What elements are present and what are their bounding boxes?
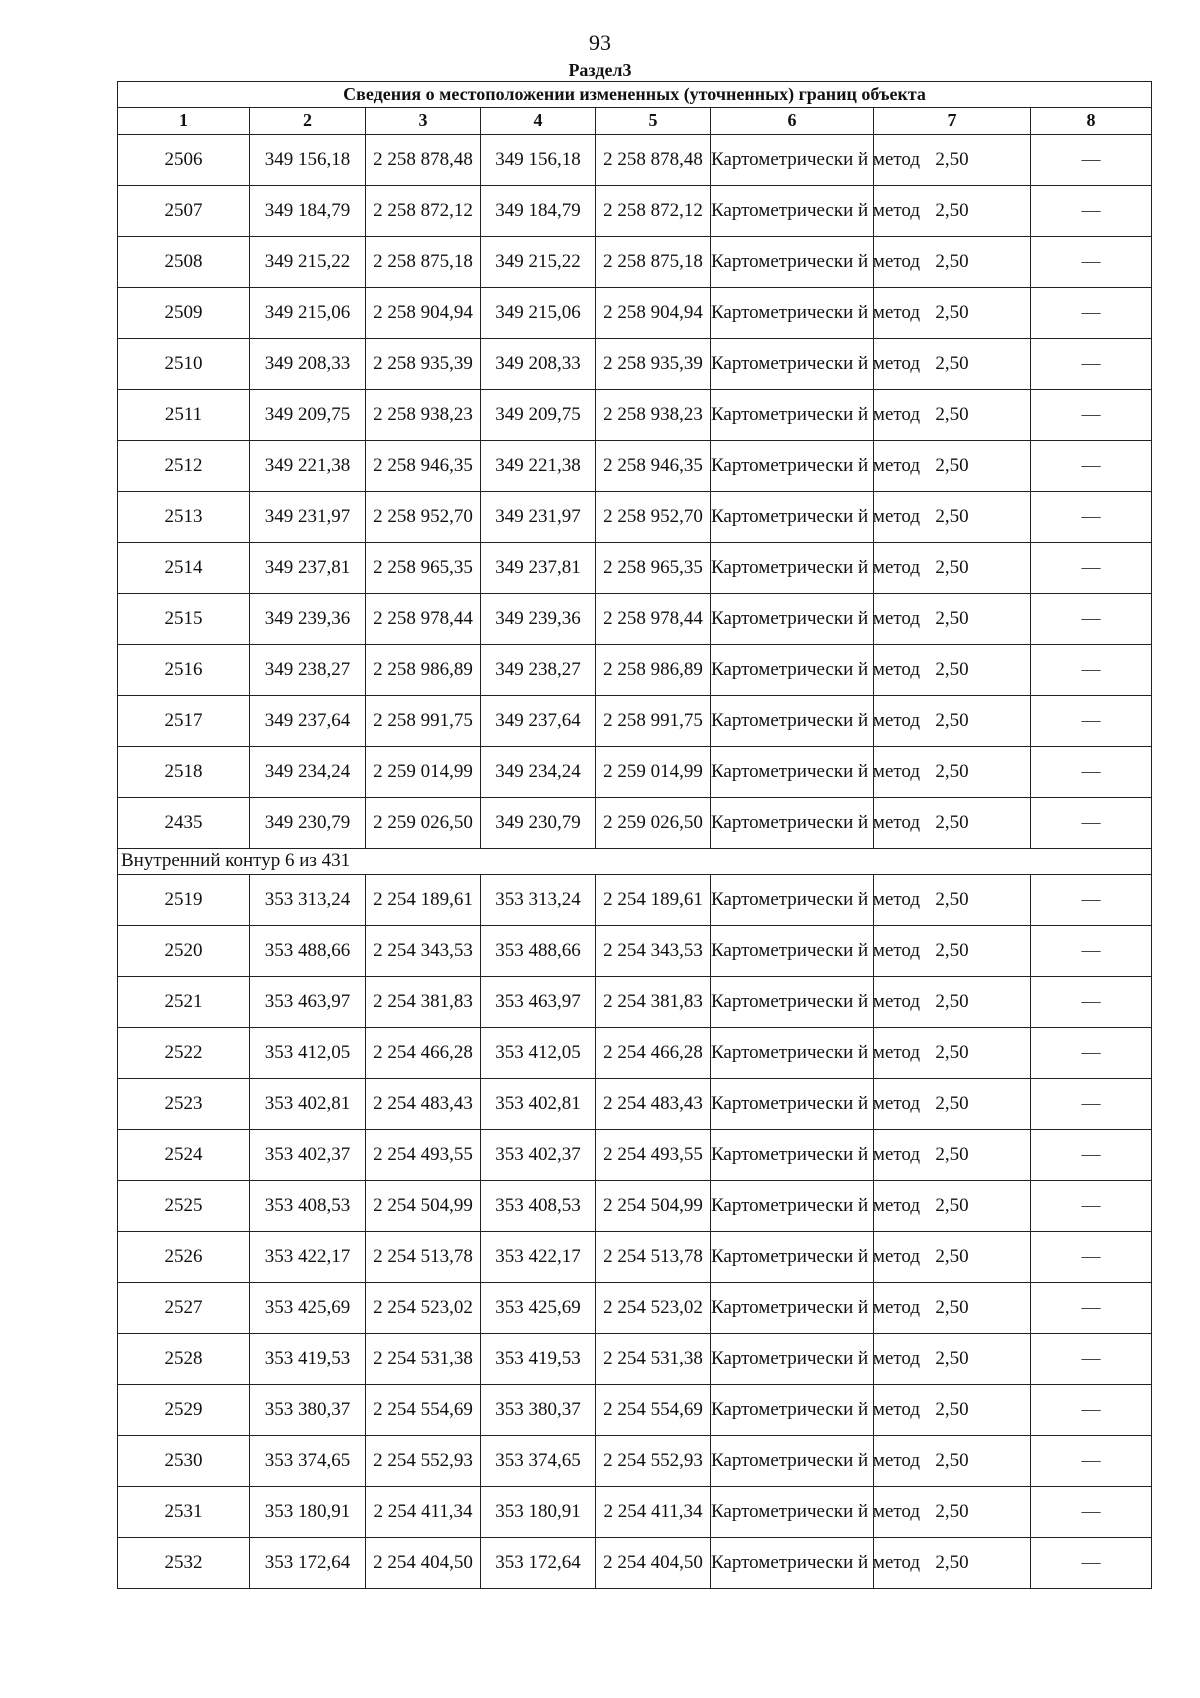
method-cell: Картометрически й метод	[711, 543, 874, 594]
accuracy-cell: 2,50	[874, 645, 1031, 696]
x-old-cell: 353 408,53	[250, 1181, 366, 1232]
x-new-cell: 353 374,65	[481, 1436, 596, 1487]
table-row	[118, 1079, 1152, 1130]
y-new-cell: 2 258 935,39	[596, 339, 711, 390]
y-new-cell: 2 254 523,02	[596, 1283, 711, 1334]
table-row	[118, 390, 1152, 441]
table-row	[118, 288, 1152, 339]
description-cell: —	[1031, 645, 1152, 696]
x-old-cell: 353 374,65	[250, 1436, 366, 1487]
y-old-cell: 2 254 552,93	[366, 1436, 481, 1487]
x-old-cell: 349 237,64	[250, 696, 366, 747]
x-new-cell: 349 239,36	[481, 594, 596, 645]
y-new-cell: 2 258 875,18	[596, 237, 711, 288]
table-row	[118, 926, 1152, 977]
table-row	[118, 1334, 1152, 1385]
x-new-cell: 349 231,97	[481, 492, 596, 543]
y-new-cell: 2 254 552,93	[596, 1436, 711, 1487]
y-new-cell: 2 258 965,35	[596, 543, 711, 594]
point-number-cell: 2522	[118, 1028, 250, 1079]
accuracy-cell: 2,50	[874, 1181, 1031, 1232]
description-cell: —	[1031, 1232, 1152, 1283]
x-old-cell: 353 313,24	[250, 875, 366, 926]
table-row	[118, 1130, 1152, 1181]
accuracy-cell: 2,50	[874, 875, 1031, 926]
point-number-cell: 2524	[118, 1130, 250, 1181]
section-title: Раздел3	[568, 60, 632, 80]
y-new-cell: 2 258 872,12	[596, 186, 711, 237]
method-cell: Картометрически й метод	[711, 288, 874, 339]
accuracy-cell: 2,50	[874, 977, 1031, 1028]
y-new-cell: 2 254 343,53	[596, 926, 711, 977]
table-row	[118, 1436, 1152, 1487]
x-new-cell: 353 402,81	[481, 1079, 596, 1130]
accuracy-cell: 2,50	[874, 1436, 1031, 1487]
x-old-cell: 349 184,79	[250, 186, 366, 237]
contour-header-row	[118, 849, 1152, 875]
y-new-cell: 2 254 554,69	[596, 1385, 711, 1436]
y-old-cell: 2 258 872,12	[366, 186, 481, 237]
method-cell: Картометрически й метод	[711, 1130, 874, 1181]
x-new-cell: 353 408,53	[481, 1181, 596, 1232]
table-row	[118, 1181, 1152, 1232]
x-old-cell: 353 380,37	[250, 1385, 366, 1436]
x-old-cell: 353 422,17	[250, 1232, 366, 1283]
point-number-cell: 2518	[118, 747, 250, 798]
y-old-cell: 2 258 878,48	[366, 135, 481, 186]
table-row	[118, 492, 1152, 543]
point-number-cell: 2532	[118, 1538, 250, 1589]
table-row	[118, 875, 1152, 926]
table-row	[118, 135, 1152, 186]
point-number-cell: 2521	[118, 977, 250, 1028]
y-new-cell: 2 254 504,99	[596, 1181, 711, 1232]
y-new-cell: 2 254 466,28	[596, 1028, 711, 1079]
accuracy-cell: 2,50	[874, 696, 1031, 747]
y-old-cell: 2 259 014,99	[366, 747, 481, 798]
y-old-cell: 2 258 935,39	[366, 339, 481, 390]
table-row	[118, 594, 1152, 645]
x-new-cell: 353 425,69	[481, 1283, 596, 1334]
point-number-cell: 2517	[118, 696, 250, 747]
accuracy-cell: 2,50	[874, 543, 1031, 594]
y-new-cell: 2 258 946,35	[596, 441, 711, 492]
accuracy-cell: 2,50	[874, 237, 1031, 288]
accuracy-cell: 2,50	[874, 1232, 1031, 1283]
x-old-cell: 349 230,79	[250, 798, 366, 849]
table-row	[118, 1487, 1152, 1538]
y-new-cell: 2 258 991,75	[596, 696, 711, 747]
point-number-cell: 2508	[118, 237, 250, 288]
y-old-cell: 2 254 404,50	[366, 1538, 481, 1589]
table-row	[118, 798, 1152, 849]
description-cell: —	[1031, 1334, 1152, 1385]
point-number-cell: 2435	[118, 798, 250, 849]
method-cell: Картометрически й метод	[711, 645, 874, 696]
description-cell: —	[1031, 135, 1152, 186]
y-new-cell: 2 259 026,50	[596, 798, 711, 849]
accuracy-cell: 2,50	[874, 1334, 1031, 1385]
method-cell: Картометрически й метод	[711, 1487, 874, 1538]
point-number-cell: 2530	[118, 1436, 250, 1487]
y-new-cell: 2 258 986,89	[596, 645, 711, 696]
table-row	[118, 543, 1152, 594]
method-cell: Картометрически й метод	[711, 798, 874, 849]
table-row	[118, 1385, 1152, 1436]
page-number: 93	[589, 30, 611, 55]
description-cell: —	[1031, 543, 1152, 594]
description-cell: —	[1031, 696, 1152, 747]
y-old-cell: 2 254 483,43	[366, 1079, 481, 1130]
description-cell: —	[1031, 1079, 1152, 1130]
x-new-cell: 353 412,05	[481, 1028, 596, 1079]
method-cell: Картометрически й метод	[711, 186, 874, 237]
x-old-cell: 353 402,37	[250, 1130, 366, 1181]
column-number-row	[118, 108, 1152, 135]
description-cell: —	[1031, 186, 1152, 237]
y-new-cell: 2 254 404,50	[596, 1538, 711, 1589]
description-cell: —	[1031, 492, 1152, 543]
y-new-cell: 2 258 878,48	[596, 135, 711, 186]
x-old-cell: 353 180,91	[250, 1487, 366, 1538]
y-new-cell: 2 254 531,38	[596, 1334, 711, 1385]
x-new-cell: 349 209,75	[481, 390, 596, 441]
point-number-cell: 2528	[118, 1334, 250, 1385]
y-new-cell: 2 254 381,83	[596, 977, 711, 1028]
table-row	[118, 747, 1152, 798]
point-number-cell: 2510	[118, 339, 250, 390]
accuracy-cell: 2,50	[874, 186, 1031, 237]
table-row	[118, 1283, 1152, 1334]
y-old-cell: 2 258 938,23	[366, 390, 481, 441]
description-cell: —	[1031, 1130, 1152, 1181]
point-number-cell: 2529	[118, 1385, 250, 1436]
y-new-cell: 2 254 513,78	[596, 1232, 711, 1283]
x-old-cell: 349 208,33	[250, 339, 366, 390]
y-new-cell: 2 254 493,55	[596, 1130, 711, 1181]
accuracy-cell: 2,50	[874, 1283, 1031, 1334]
table-caption-row	[118, 82, 1152, 108]
description-cell: —	[1031, 798, 1152, 849]
accuracy-cell: 2,50	[874, 926, 1031, 977]
y-new-cell: 2 259 014,99	[596, 747, 711, 798]
method-cell: Картометрически й метод	[711, 594, 874, 645]
y-old-cell: 2 254 493,55	[366, 1130, 481, 1181]
y-old-cell: 2 254 343,53	[366, 926, 481, 977]
point-number-cell: 2525	[118, 1181, 250, 1232]
y-old-cell: 2 258 991,75	[366, 696, 481, 747]
y-new-cell: 2 258 938,23	[596, 390, 711, 441]
x-new-cell: 353 488,66	[481, 926, 596, 977]
accuracy-cell: 2,50	[874, 492, 1031, 543]
y-old-cell: 2 254 381,83	[366, 977, 481, 1028]
description-cell: —	[1031, 288, 1152, 339]
y-old-cell: 2 258 946,35	[366, 441, 481, 492]
y-new-cell: 2 258 904,94	[596, 288, 711, 339]
description-cell: —	[1031, 1538, 1152, 1589]
point-number-cell: 2527	[118, 1283, 250, 1334]
table-row	[118, 186, 1152, 237]
method-cell: Картометрически й метод	[711, 1079, 874, 1130]
accuracy-cell: 2,50	[874, 594, 1031, 645]
point-number-cell: 2519	[118, 875, 250, 926]
column-number: 3	[366, 108, 481, 135]
description-cell: —	[1031, 875, 1152, 926]
accuracy-cell: 2,50	[874, 1385, 1031, 1436]
method-cell: Картометрически й метод	[711, 1232, 874, 1283]
method-cell: Картометрически й метод	[711, 926, 874, 977]
method-cell: Картометрически й метод	[711, 390, 874, 441]
y-new-cell: 2 258 978,44	[596, 594, 711, 645]
y-new-cell: 2 254 483,43	[596, 1079, 711, 1130]
y-old-cell: 2 254 504,99	[366, 1181, 481, 1232]
table-caption: Сведения о местоположении измененных (уточненных) границ объекта	[118, 82, 1152, 108]
table-row	[118, 977, 1152, 1028]
accuracy-cell: 2,50	[874, 1487, 1031, 1538]
x-old-cell: 349 156,18	[250, 135, 366, 186]
table-body	[118, 82, 1152, 1589]
table-row	[118, 696, 1152, 747]
point-number-cell: 2512	[118, 441, 250, 492]
column-number: 7	[874, 108, 1031, 135]
y-old-cell: 2 254 466,28	[366, 1028, 481, 1079]
description-cell: —	[1031, 339, 1152, 390]
point-number-cell: 2523	[118, 1079, 250, 1130]
accuracy-cell: 2,50	[874, 1538, 1031, 1589]
point-number-cell: 2513	[118, 492, 250, 543]
x-old-cell: 349 221,38	[250, 441, 366, 492]
x-new-cell: 349 238,27	[481, 645, 596, 696]
method-cell: Картометрически й метод	[711, 339, 874, 390]
description-cell: —	[1031, 747, 1152, 798]
contour-label: Внутренний контур 6 из 431	[118, 849, 1152, 875]
method-cell: Картометрически й метод	[711, 1436, 874, 1487]
x-old-cell: 349 209,75	[250, 390, 366, 441]
method-cell: Картометрически й метод	[711, 1334, 874, 1385]
x-new-cell: 349 230,79	[481, 798, 596, 849]
x-old-cell: 349 215,22	[250, 237, 366, 288]
x-new-cell: 353 180,91	[481, 1487, 596, 1538]
x-old-cell: 349 234,24	[250, 747, 366, 798]
x-old-cell: 349 231,97	[250, 492, 366, 543]
accuracy-cell: 2,50	[874, 1130, 1031, 1181]
table-row	[118, 441, 1152, 492]
x-new-cell: 353 172,64	[481, 1538, 596, 1589]
y-old-cell: 2 254 513,78	[366, 1232, 481, 1283]
table-row	[118, 1538, 1152, 1589]
x-new-cell: 349 215,22	[481, 237, 596, 288]
x-new-cell: 353 313,24	[481, 875, 596, 926]
method-cell: Картометрически й метод	[711, 492, 874, 543]
x-old-cell: 349 239,36	[250, 594, 366, 645]
table-row	[118, 339, 1152, 390]
description-cell: —	[1031, 1283, 1152, 1334]
method-cell: Картометрически й метод	[711, 1385, 874, 1436]
x-new-cell: 349 156,18	[481, 135, 596, 186]
point-number-cell: 2531	[118, 1487, 250, 1538]
column-number: 6	[711, 108, 874, 135]
description-cell: —	[1031, 926, 1152, 977]
x-new-cell: 353 422,17	[481, 1232, 596, 1283]
x-new-cell: 349 234,24	[481, 747, 596, 798]
point-number-cell: 2506	[118, 135, 250, 186]
y-old-cell: 2 254 189,61	[366, 875, 481, 926]
accuracy-cell: 2,50	[874, 1028, 1031, 1079]
x-old-cell: 353 419,53	[250, 1334, 366, 1385]
x-old-cell: 353 402,81	[250, 1079, 366, 1130]
x-new-cell: 349 215,06	[481, 288, 596, 339]
accuracy-cell: 2,50	[874, 798, 1031, 849]
description-cell: —	[1031, 1181, 1152, 1232]
x-new-cell: 349 208,33	[481, 339, 596, 390]
point-number-cell: 2509	[118, 288, 250, 339]
point-number-cell: 2507	[118, 186, 250, 237]
boundary-table	[117, 81, 1152, 1589]
y-old-cell: 2 258 952,70	[366, 492, 481, 543]
x-new-cell: 353 380,37	[481, 1385, 596, 1436]
description-cell: —	[1031, 1436, 1152, 1487]
column-number: 5	[596, 108, 711, 135]
accuracy-cell: 2,50	[874, 747, 1031, 798]
table-row	[118, 237, 1152, 288]
x-new-cell: 349 221,38	[481, 441, 596, 492]
method-cell: Картометрически й метод	[711, 1028, 874, 1079]
x-old-cell: 349 238,27	[250, 645, 366, 696]
accuracy-cell: 2,50	[874, 390, 1031, 441]
description-cell: —	[1031, 390, 1152, 441]
column-number: 1	[118, 108, 250, 135]
accuracy-cell: 2,50	[874, 441, 1031, 492]
point-number-cell: 2526	[118, 1232, 250, 1283]
x-new-cell: 353 463,97	[481, 977, 596, 1028]
y-old-cell: 2 259 026,50	[366, 798, 481, 849]
y-old-cell: 2 254 411,34	[366, 1487, 481, 1538]
x-new-cell: 349 237,81	[481, 543, 596, 594]
x-old-cell: 349 215,06	[250, 288, 366, 339]
table-row	[118, 1232, 1152, 1283]
y-old-cell: 2 258 978,44	[366, 594, 481, 645]
y-old-cell: 2 258 965,35	[366, 543, 481, 594]
table-row	[118, 645, 1152, 696]
column-number: 4	[481, 108, 596, 135]
y-old-cell: 2 258 875,18	[366, 237, 481, 288]
description-cell: —	[1031, 977, 1152, 1028]
y-old-cell: 2 258 904,94	[366, 288, 481, 339]
point-number-cell: 2515	[118, 594, 250, 645]
y-new-cell: 2 258 952,70	[596, 492, 711, 543]
x-old-cell: 349 237,81	[250, 543, 366, 594]
x-new-cell: 353 419,53	[481, 1334, 596, 1385]
method-cell: Картометрически й метод	[711, 875, 874, 926]
description-cell: —	[1031, 1487, 1152, 1538]
description-cell: —	[1031, 237, 1152, 288]
method-cell: Картометрически й метод	[711, 1538, 874, 1589]
y-new-cell: 2 254 411,34	[596, 1487, 711, 1538]
accuracy-cell: 2,50	[874, 339, 1031, 390]
description-cell: —	[1031, 441, 1152, 492]
point-number-cell: 2520	[118, 926, 250, 977]
accuracy-cell: 2,50	[874, 288, 1031, 339]
x-old-cell: 353 488,66	[250, 926, 366, 977]
description-cell: —	[1031, 1028, 1152, 1079]
y-old-cell: 2 258 986,89	[366, 645, 481, 696]
method-cell: Картометрически й метод	[711, 135, 874, 186]
column-number: 2	[250, 108, 366, 135]
column-number: 8	[1031, 108, 1152, 135]
method-cell: Картометрически й метод	[711, 1283, 874, 1334]
x-old-cell: 353 172,64	[250, 1538, 366, 1589]
point-number-cell: 2516	[118, 645, 250, 696]
method-cell: Картометрически й метод	[711, 747, 874, 798]
table-row	[118, 1028, 1152, 1079]
x-new-cell: 349 184,79	[481, 186, 596, 237]
description-cell: —	[1031, 594, 1152, 645]
accuracy-cell: 2,50	[874, 135, 1031, 186]
method-cell: Картометрически й метод	[711, 441, 874, 492]
point-number-cell: 2511	[118, 390, 250, 441]
y-old-cell: 2 254 554,69	[366, 1385, 481, 1436]
method-cell: Картометрически й метод	[711, 237, 874, 288]
accuracy-cell: 2,50	[874, 1079, 1031, 1130]
x-old-cell: 353 463,97	[250, 977, 366, 1028]
x-new-cell: 353 402,37	[481, 1130, 596, 1181]
method-cell: Картометрически й метод	[711, 696, 874, 747]
description-cell: —	[1031, 1385, 1152, 1436]
point-number-cell: 2514	[118, 543, 250, 594]
y-new-cell: 2 254 189,61	[596, 875, 711, 926]
y-old-cell: 2 254 531,38	[366, 1334, 481, 1385]
x-old-cell: 353 412,05	[250, 1028, 366, 1079]
method-cell: Картометрически й метод	[711, 1181, 874, 1232]
method-cell: Картометрически й метод	[711, 977, 874, 1028]
y-old-cell: 2 254 523,02	[366, 1283, 481, 1334]
x-old-cell: 353 425,69	[250, 1283, 366, 1334]
x-new-cell: 349 237,64	[481, 696, 596, 747]
